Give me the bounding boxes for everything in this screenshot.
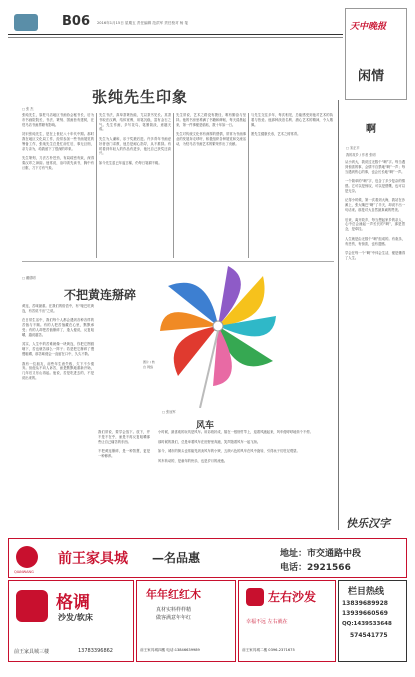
right-article-sub: 我的故乡 / 作者 张明 [346, 153, 376, 157]
ad-gediao-logo [16, 590, 48, 622]
ad-gediao-name: 格调 [56, 593, 90, 613]
col-divider [96, 113, 97, 258]
section-title: 闲情 [358, 69, 385, 84]
image-caption: 图片 / 转自 网络 [143, 360, 155, 369]
right-article-byline: □ 宋正平 [346, 146, 360, 150]
article2-title: 不把黄连掰碎 [64, 288, 137, 302]
ad-zuoyou-contact: 前王家具城二楼 0396-2371675 [242, 648, 295, 652]
article3-body: 小时候，最喜欢的玩具是风车。用彩纸折成，插在一根细竹竿上，迎着风跑起来，风车便呼呼地转个不停。 那时候的我们，总是举着风车在田野里奔跑，笑声随着风车一起飞扬。 如今，城市的街头也常能见到卖风车的小贩，五颜六色的风车在风中旋转，引得孩子们驻足观望。 风车转动的，是童年的快乐，也是岁月的流逝。 [158, 430, 313, 463]
article2-body-right: 我们常说，要学会放下。放下，并不是不在乎，而是不再反复咀嚼那些让自己痛苦的东西。 不把黄连掰碎，是一种智慧，更是一种修养。 [98, 430, 150, 458]
ad-zuoyou-logo [246, 588, 264, 606]
hotline-title: 栏目热线 [348, 587, 385, 597]
ad-niannianhong-sub: 真材实料样样精 [156, 607, 192, 613]
ad-top-slogan: —名品惠 [152, 551, 201, 565]
article1-col1: 张纯先生，原驻马店地区书画协会秘书长，后为市书画院院长，书法、篆刻、国画皆有建树，在驻马店书画界颇有影响。 初识张纯先生，是在上世纪八十年代中期。那时我在地区文化局工作，经常参加一些书画展览的筹备工作，张纯先生总是忙前忙后，事无巨细，亲力亲为，给我留下了很深的印象。 先生篆刻，刀法古朴苍劲，布局疏密有致，深得秦汉印之神韵。他常说，治印须先读书，胸中有丘壑，刀下方有气象。 [22, 113, 94, 170]
col-divider [248, 113, 249, 258]
ad-gediao-tag: 前王家具城三楼 [14, 649, 50, 655]
page-number: B06 [62, 14, 90, 29]
col-divider [173, 113, 174, 258]
ad-top-extra: QIANWANG [14, 570, 34, 574]
ad-niannianhong-name: 年年红红木 [146, 588, 201, 601]
right-col-divider [338, 100, 339, 530]
ad-phone: 电话：2921566 [280, 563, 351, 573]
right-article-title: 啊 [366, 124, 376, 135]
right-column-logo: 快乐汉字 [346, 517, 390, 530]
hotline-extra: 574541775 [350, 632, 388, 639]
ad-address: 地址：市交通路中段 [280, 549, 362, 559]
ad-gediao-phone: 13783396862 [78, 648, 113, 654]
ad-top-name: 前王家具城 [58, 551, 128, 567]
article1-byline: □ 张 杰 [22, 107, 34, 111]
hotline-phone-2: 13939660569 [342, 610, 388, 617]
pinwheel-blade-red [174, 326, 218, 376]
article1-title: 张纯先生印象 [92, 88, 189, 106]
brand-name: 天中晚报 [350, 22, 387, 32]
article3-byline: □ 张冠军 [162, 410, 176, 414]
hotline-qq: QQ:1439533648 [342, 621, 392, 627]
ad-zuoyou-name: 左右沙发 [268, 590, 317, 604]
article2-body-left: 黄连，苦味最重。在我们的俗语中，有“哑巴吃黄连，有苦说不出”之说。 在日常生活中，我们每个人都会遇到各种各样的苦恼与不顺。有的人把苦恼藏在心里，默默承受；有的人却把苦恼掰碎了，逢人便说，反复咀嚼，越说越苦。 其实，人生中的苦难就像一块黄连，你把它囫囵咽下，苦也就苦那么一阵子；若是把它掰碎了慢慢咀嚼，那苦味便会一直留在口中，久久不散。 我有一位朋友，前些年生意失败，欠下不少债务。但他从不向人诉苦，而是默默地重新开始，几年后又东山再起。他说，苦是吃进去的，不是说出来的。 [22, 304, 94, 380]
ad-niannianhong-sub2: 做客满意年年红 [156, 615, 192, 621]
header-meta: 2016年1月15日 星期五 责任编辑 范洪军 责任校对 杨 斐 [97, 21, 189, 25]
ad-gediao-sub: 沙发/软床 [58, 613, 93, 622]
article1-col4: 与先生交往多年，每次相见，总能感受到他对艺术的执着与热爱。他那种淡泊名利、潜心艺术的精神，令人敬佩。 愿先生健康长寿，艺术之树常青。 [251, 113, 333, 137]
header-rule [8, 34, 343, 35]
pinwheel-illustration [140, 258, 280, 408]
article2-byline: □ 戴德明 [22, 276, 36, 280]
header-rule-thin [8, 37, 343, 38]
right-article-body: 从小到大，我说过无数个“啊”字。每当遇到惊喜的事，会情不自禁地“啊”一声；每当遇到伤心的事，也会长长地“啊”一声。 一个简单的“啊”字，包含了多少复杂的情感。它可以是惊叹，可以是感慨，也可以是无奈。 记得小时候，第一次看到大海，我站在沙滩上，张大嘴巴“啊”了半天，却说不出一句话来。那是对大自然最真诚的赞美。 后来，离开故乡，每当想起家乡的亲人，心中总会涌起一声长长的“啊”，那是思念，是牵挂。 人生就是由无数个“啊”组成的。有欢乐，有悲伤，有惊喜，也有遗憾。 学会在每一个“啊”中体会生活，便是懂得了人生。 [345, 160, 405, 260]
ad-niannianhong-contact: 前王家具城四楼 电话:13846639989 [140, 648, 200, 652]
header-logo-emblem [14, 14, 38, 31]
pinwheel-hub [213, 321, 223, 331]
ad-logo-circle [16, 546, 38, 568]
article1-col3: 先生常说，艺术之路没有捷径，唯有勤奋与坚持。他的书房里堆满了书籍和碑帖，每天清晨起来，第一件事便是临帖，数十年如一日。 先生对传统文化怀有深厚的感情，常常为书画事业的发展奔走呼吁，积极组织各种展览和交流活动，为驻马店书画艺术的繁荣作出了贡献。 [176, 113, 246, 146]
hotline-phone-1: 13839689928 [342, 600, 388, 607]
ad-zuoyou-sub: 幸福不远 左右就在 [246, 619, 288, 625]
article1-col2: 先生书法，真草隶篆皆能，尤以隶书见长。其隶书取法汉碑，结体宽博，用笔沉稳，富有金石之气。先生作画，多写花鸟，笔墨简淡，意趣天成。 先生为人谦和，乐于奖掖后进。许多青年书画爱好者登门求教，他总是耐心指导，从不推辞。有时看到年轻人的作品有进步，他比自己获奖还高兴。 如今先生虽已年逾古稀，仍每日笔耕不辍。 [99, 113, 171, 165]
article3-title: 风车 [196, 421, 215, 431]
